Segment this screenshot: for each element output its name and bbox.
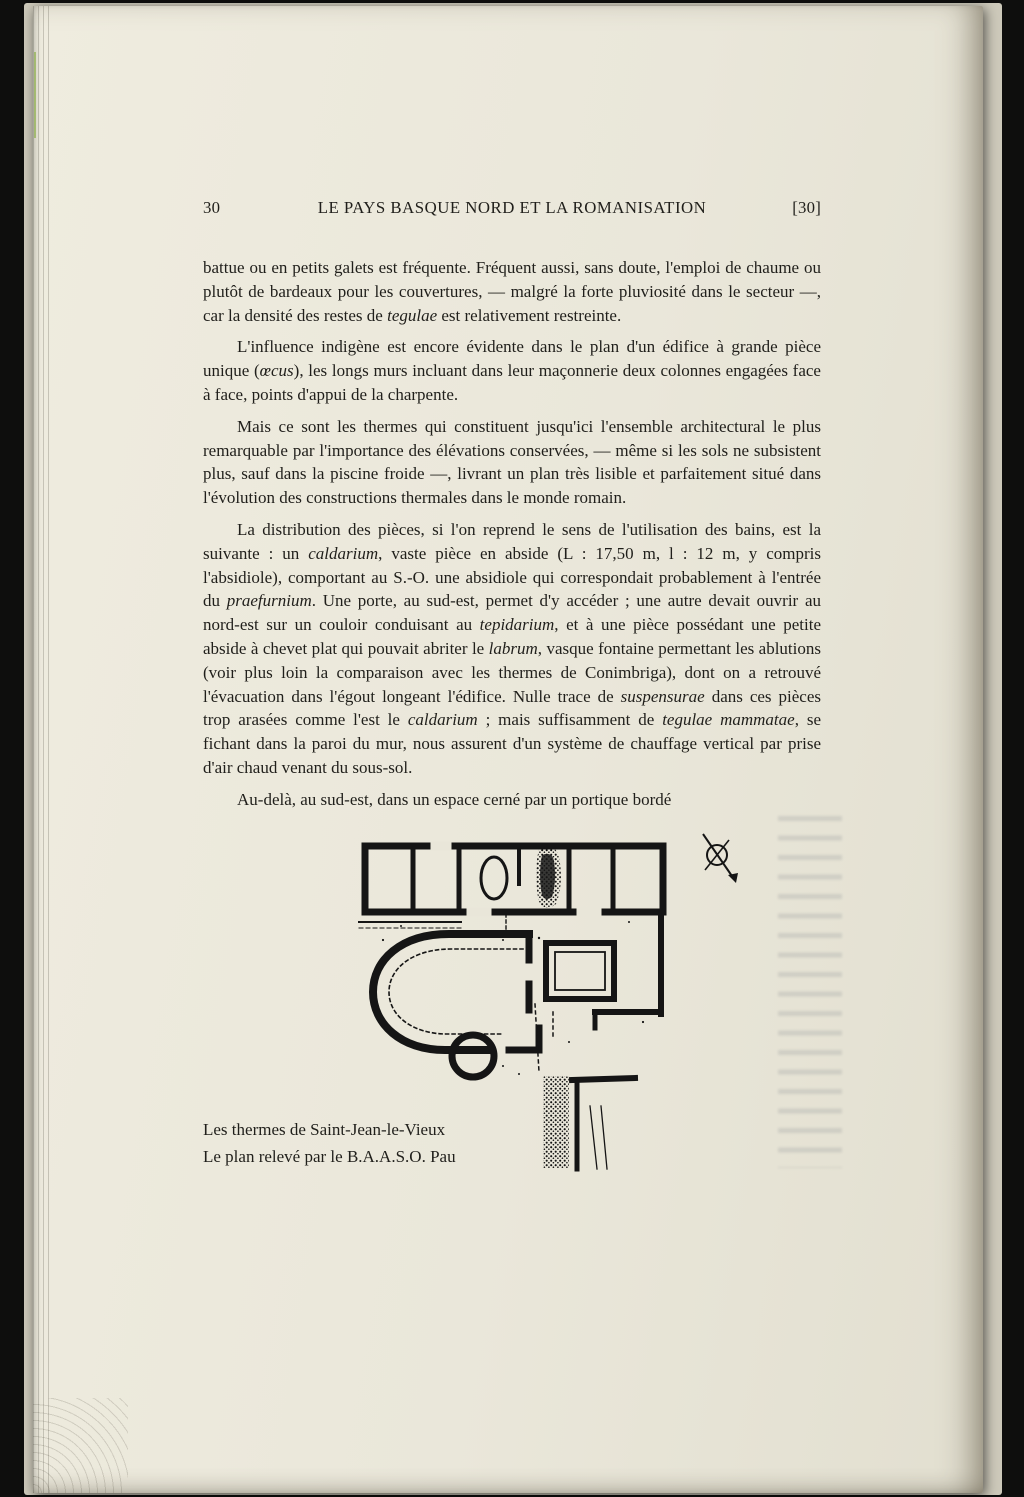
page-content bbox=[33, 6, 983, 1493]
paragraph: L'influence indigène est encore évidente dans le plan d'un édifice à grande pièce unique (œcus), les longs murs incluant dans leur maçonnerie deux colonnes engagées face à face, points d'appui de la charpente. bbox=[203, 337, 821, 404]
stipple-wall bbox=[543, 1076, 569, 1168]
paragraph: La distribution des pièces, si l'on reprend le sens de l'utilisation des bains, est la suivante : un caldarium, vaste pièce en abside (L : 17,50 m, l : 12 m, y compris l'absidiole), comportant au S.-O. une absidiole qui correspondait probablement à l'entrée du praefurnium. Une porte, au sud-est, permet d'y accéder ; une autre devait ouvrir au nord-est sur un couloir conduisant au tepidarium, et à une pièce possédant une petite abside à chevet plat qui pouvait abriter le labrum, vasque fontaine permettant les ablutions (voir plus loin la comparaison avec les thermes de Conimbriga), dont on a retrouvé l'évacuation dans l'égout longeant l'édifice. Nulle trace de suspensurae dans ces pièces trop arasées comme l'est le caldarium ; mais suffisamment de tegulae mammatae, se fichant dans la paroi du mur, nous assurent d'un système de chauffage vertical par prise d'air chaud venant du sous-sol. bbox=[203, 519, 822, 777]
paragraph: Au-delà, au sud-est, dans un espace cerné par un portique bordé bbox=[237, 789, 672, 809]
running-title: LE PAYS BASQUE NORD ET LA ROMANISATION bbox=[317, 198, 707, 217]
paragraph: Mais ce sont les thermes qui constituent jusqu'ici l'ensemble architectural le plus remarquable par l'importance des élévations conservées, — même si les sols ne subsistent plus, sauf dans la piscine froide —, livrant un plan très lisible et parfaitement situé dans l'évolution des constructions thermales dans le monde romain. bbox=[203, 416, 821, 508]
page-number-left: 30 bbox=[203, 198, 221, 217]
figure-caption-line2: Le plan relevé par le B.A.A.S.O. Pau bbox=[203, 1146, 456, 1166]
running-header bbox=[203, 198, 821, 218]
compass-icon bbox=[703, 834, 738, 883]
figure-block bbox=[203, 822, 821, 1194]
body-text bbox=[203, 256, 821, 812]
page-number-right: [30] bbox=[792, 198, 821, 217]
show-through-text bbox=[778, 816, 842, 1168]
figure-caption bbox=[203, 1116, 456, 1170]
figure-caption-line1: Les thermes de Saint-Jean-le-Vieux bbox=[203, 1119, 446, 1139]
paragraph: battue ou en petits galets est fréquente. Fréquent aussi, sans doute, l'emploi de chaume ou plutôt de bardeaux pour les couvertures, — malgré la forte pluviosité dans le secteur —, car la densité des restes de tegulae est relativement restreinte. bbox=[203, 258, 821, 325]
book-page bbox=[33, 6, 983, 1493]
